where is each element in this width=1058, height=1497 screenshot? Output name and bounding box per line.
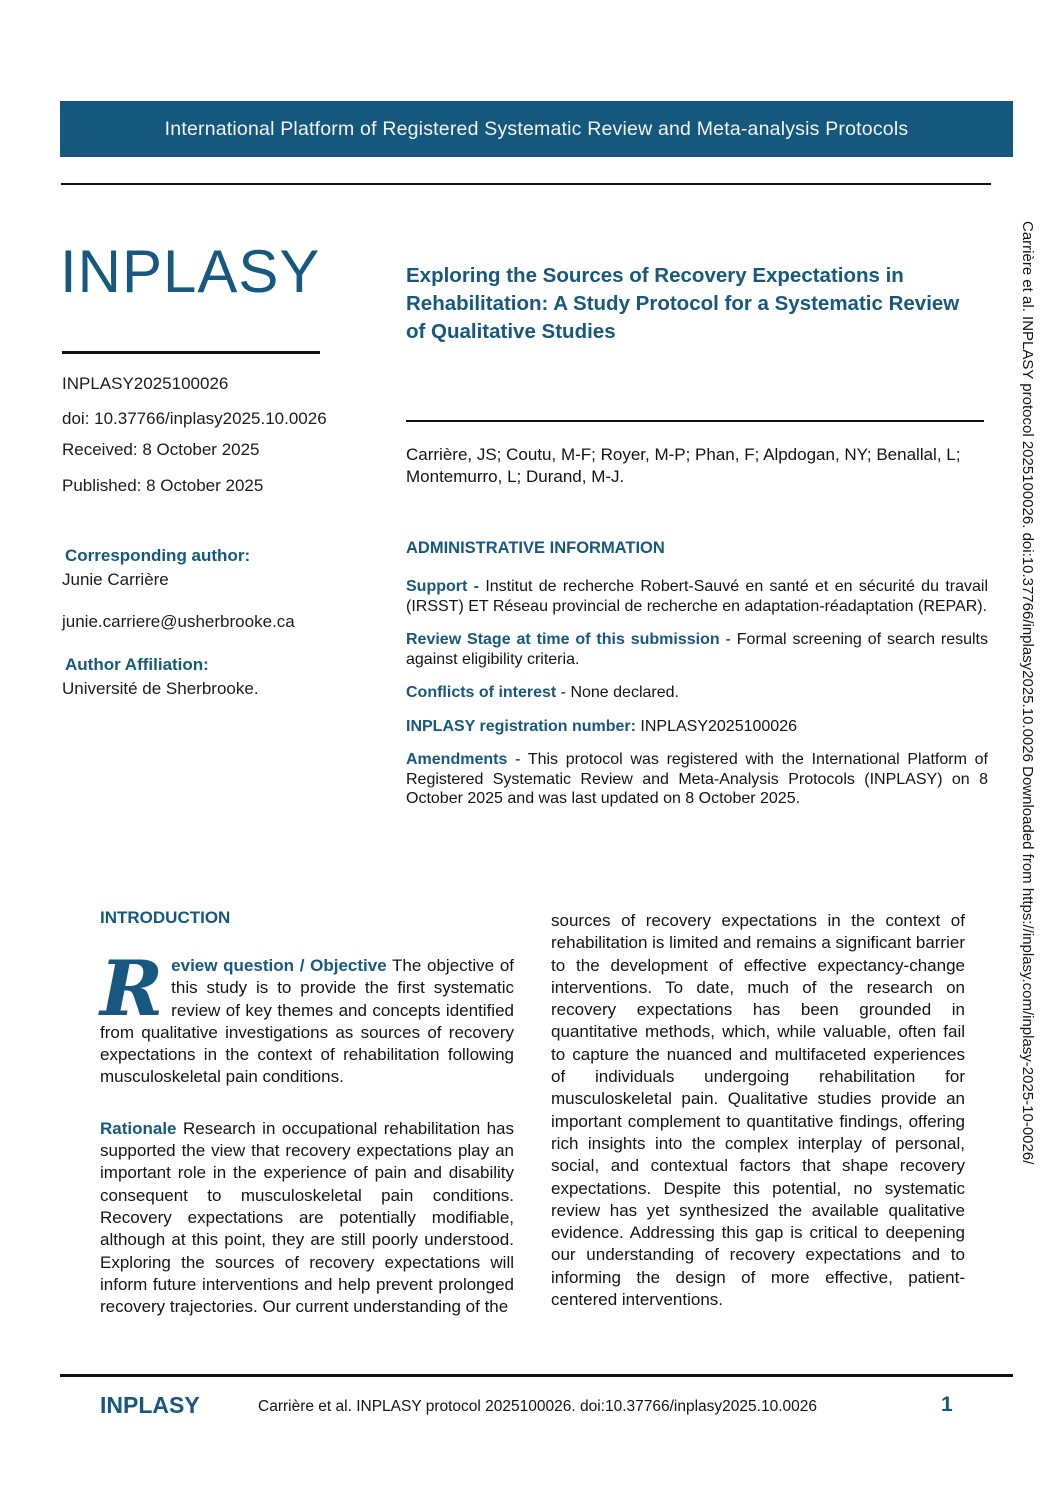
- published-date: Published: 8 October 2025: [62, 476, 264, 495]
- review-stage-label: Review Stage at time of this submission: [406, 631, 720, 648]
- amendments-paragraph: [406, 750, 988, 809]
- footer-logo: INPLASY: [100, 1392, 200, 1418]
- top-divider: [61, 183, 991, 185]
- footer-divider: [60, 1374, 1013, 1377]
- corresponding-author-name: Junie Carrière: [62, 570, 169, 589]
- received-date: Received: 8 October 2025: [62, 440, 260, 459]
- rationale-label: Rationale: [100, 1118, 177, 1138]
- support-label: Support -: [406, 578, 486, 595]
- conflicts-label: Conflicts of interest: [406, 684, 557, 701]
- registration-paragraph: [406, 717, 988, 737]
- dropcap-letter: R: [100, 944, 164, 1033]
- amendments-text: - This protocol was registered with the International Platform of Registered Systematic Review and Meta-Analysis Protocols (INPLASY) on 8 October 2025 and was last updated on 8 October 2025.: [406, 751, 988, 807]
- registration-text: INPLASY2025100026: [635, 717, 797, 735]
- affiliation-label: Author Affiliation:: [65, 655, 209, 674]
- journal-banner: [60, 101, 1013, 157]
- vertical-citation: Carrière et al. INPLASY protocol 2025100026. doi:10.37766/inplasy2025.10.0026 Downloaded from https://inplasy.com/inplasy-2025-10-0026/: [1019, 221, 1036, 1165]
- review-stage-text: - Formal screening of search results against eligibility criteria.: [406, 631, 988, 668]
- conflicts-text: - None declared.: [556, 684, 679, 701]
- support-text: Institut de recherche Robert-Sauvé en santé et en sécurité du travail (IRSST) ET Réseau provincial de recherche en adaptation-réadaptation (REPAR).: [406, 578, 988, 615]
- affiliation-value: Université de Sherbrooke.: [62, 679, 259, 698]
- objective-paragraph: [100, 944, 514, 1089]
- doi-line: doi: 10.37766/inplasy2025.10.0026: [62, 409, 327, 428]
- objective-text: The objective of this study is to provide the first systematic review of key themes and concepts identified from qualitative investigations as sources of recovery expectations in the context of rehabilitation following musculoskeletal pain conditions.: [100, 956, 514, 1087]
- banner-title: International Platform of Registered Systematic Review and Meta-analysis Protocols: [164, 117, 909, 140]
- corresponding-author-email: junie.carriere@usherbrooke.ca: [62, 612, 295, 631]
- introduction-heading: INTRODUCTION: [100, 908, 231, 927]
- corresponding-author-label: Corresponding author:: [65, 546, 251, 565]
- registration-label: INPLASY registration number:: [406, 717, 636, 735]
- inplasy-logo: INPLASY: [60, 238, 321, 305]
- title-divider: [406, 420, 984, 422]
- logo-divider: [62, 351, 320, 354]
- amendments-label: Amendments: [406, 751, 508, 768]
- conflicts-paragraph: [406, 683, 988, 703]
- author-list: Carrière, JS; Coutu, M-F; Royer, M-P; Phan, F; Alpdogan, NY; Benallal, L; Montemurro, L; Durand, M-J.: [406, 445, 961, 486]
- administrative-information-section: [406, 539, 988, 823]
- introduction-right-column: [551, 910, 965, 1311]
- registration-id: INPLASY2025100026: [62, 374, 229, 393]
- admin-heading: ADMINISTRATIVE INFORMATION: [406, 539, 665, 557]
- article-title: Exploring the Sources of Recovery Expectations in Rehabilitation: A Study Protocol for a Systematic Review of Qualitative Studies: [406, 264, 960, 343]
- rationale-continuation: sources of recovery expectations in the context of rehabilitation is limited and remains a significant barrier to the development of effective expectancy-change interventions. To date, much of the research on recovery expectations has been grounded in quantitative methods, which, while valuable, often fail to capture the nuanced and multifaceted experiences of individuals undergoing rehabilitation for musculoskeletal pain. Qualitative studies provide an important complement to quantitative findings, offering rich insights into the complex interplay of personal, social, and contextual factors that shape recovery expectations. Despite this potential, no systematic review has yet synthesized the available qualitative evidence. Addressing this gap is critical to deepening our understanding of recovery expectations and to informing the design of more effective, patient-centered interventions.: [551, 911, 965, 1310]
- page-number: 1: [941, 1393, 953, 1416]
- rationale-paragraph: [100, 1118, 514, 1319]
- footer-citation: Carrière et al. INPLASY protocol 2025100026. doi:10.37766/inplasy2025.10.0026: [258, 1398, 817, 1415]
- support-paragraph: [406, 577, 988, 616]
- introduction-left-column: [100, 908, 514, 1318]
- objective-label: eview question / Objective: [171, 956, 387, 975]
- review-stage-paragraph: [406, 630, 988, 669]
- rationale-text: Research in occupational rehabilitation has supported the view that recovery expectations play an important role in the experience of pain and disability consequent to musculoskeletal pain conditions. Recovery expectations are potentially modifiable, although at this point, they are still poorly understood. Exploring the sources of recovery expectations will inform future interventions and help prevent prolonged recovery trajectories. Our current understanding of the: [100, 1118, 514, 1317]
